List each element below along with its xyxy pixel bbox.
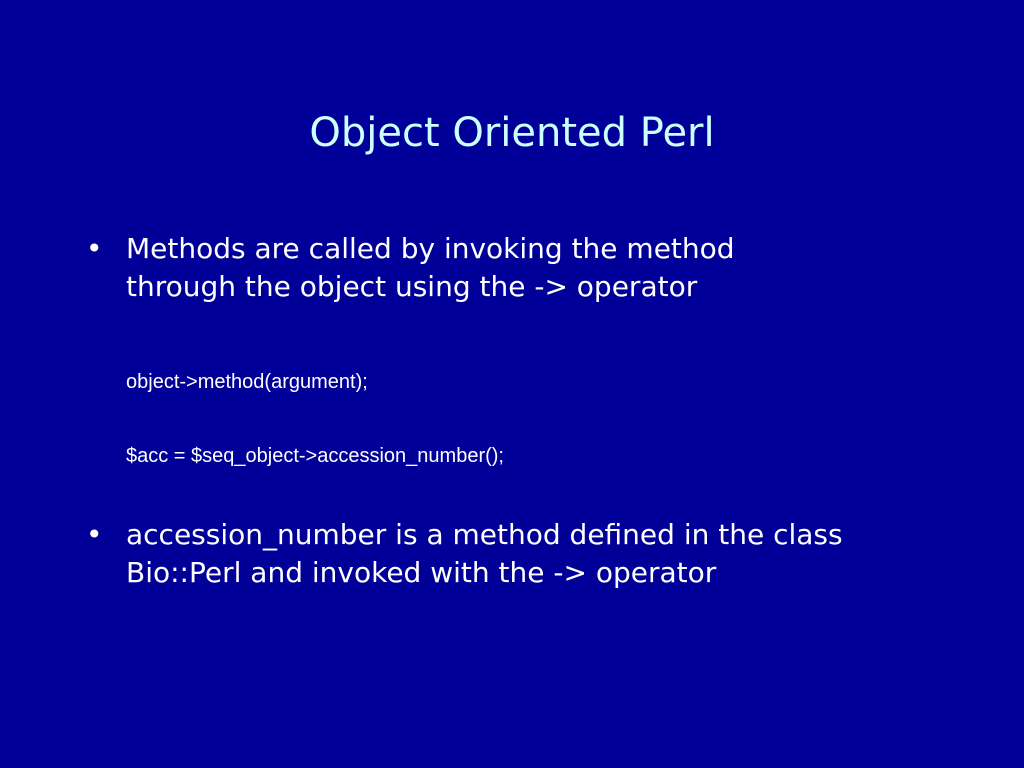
bullet-line: through the object using the -> operator [126,270,698,303]
bullet-line: Bio::Perl and invoked with the -> operator [126,556,717,589]
code-example-method-call: object->method(argument); [126,371,368,393]
bullet-text [126,516,986,592]
bullet-marker: • [86,232,103,265]
bullet-text [126,230,986,306]
bullet-line: accession_number is a method defined in the class [126,518,843,551]
slide-title: Object Oriented Perl [309,110,715,156]
bullet-marker: • [86,518,103,551]
bullet-line: Methods are called by invoking the method [126,232,735,265]
code-example-accession-number: $acc = $seq_object->accession_number(); [126,445,504,467]
